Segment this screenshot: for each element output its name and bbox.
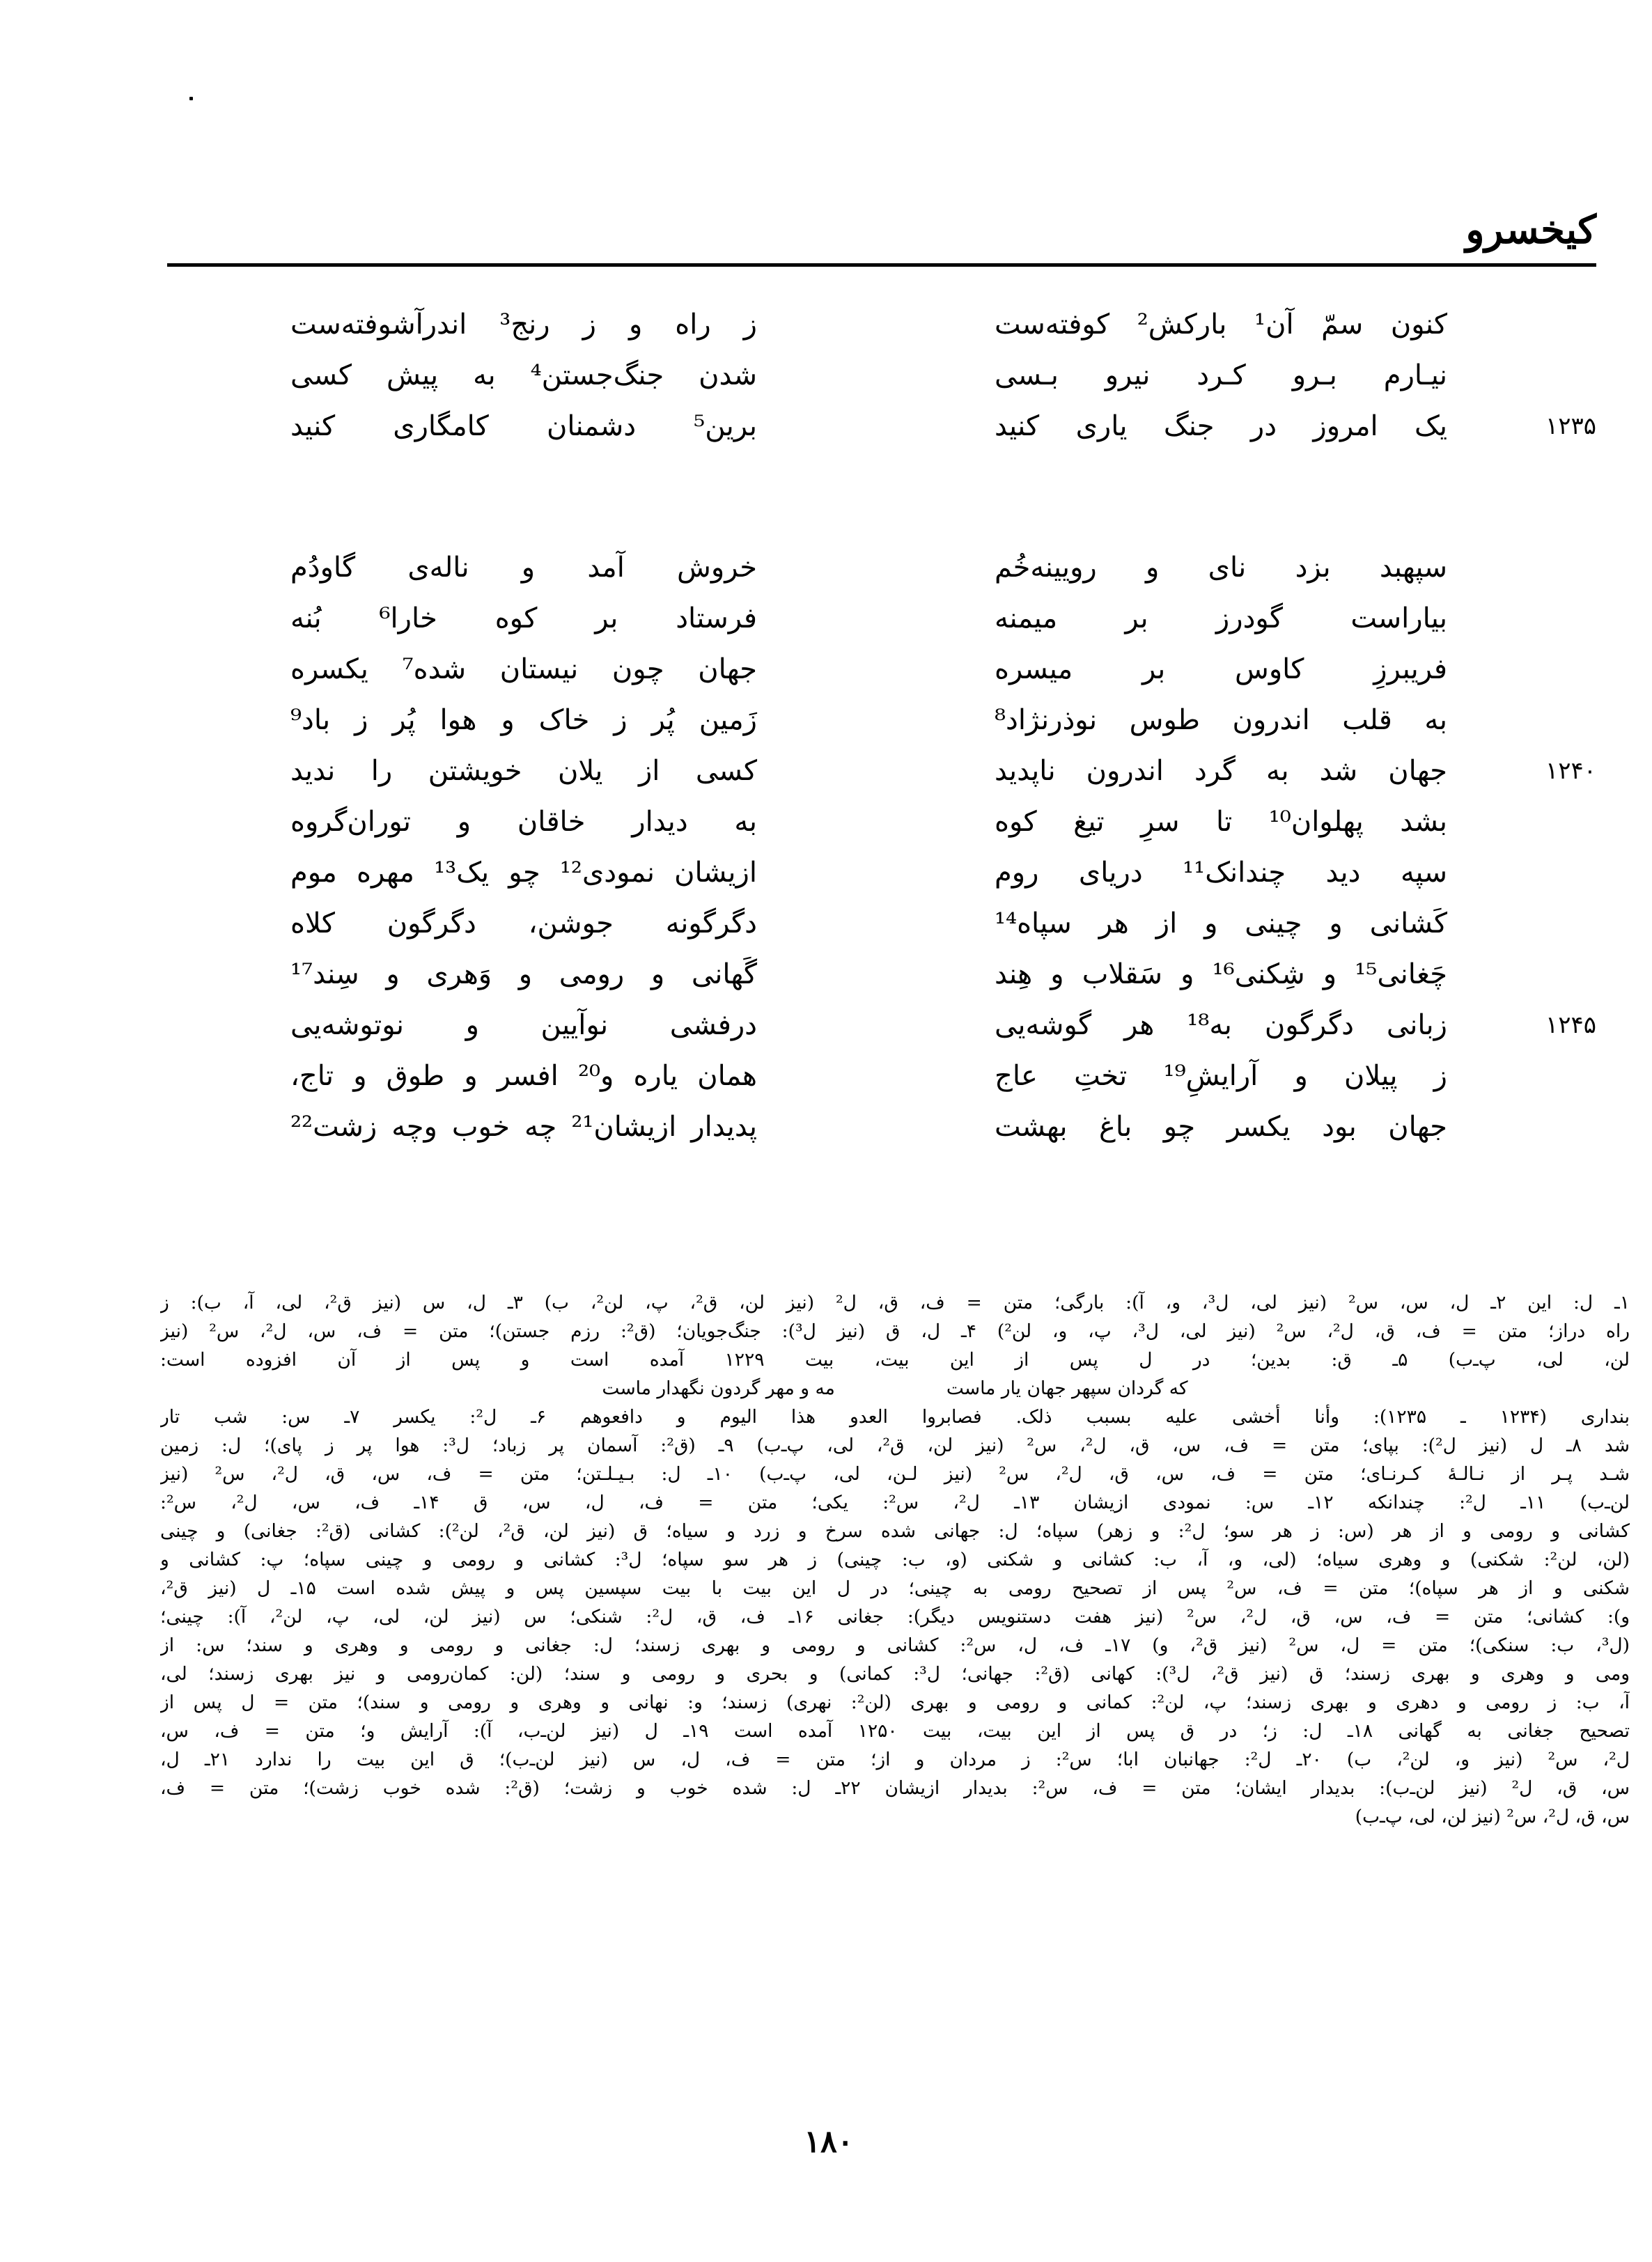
footnote-line: (لن، لن²: شکنی) و وهری سیاه؛ (لی، و، آ، ب: کشانی و شکنی (و، ب: چینی) ز هر سو سپاه؛ ل³: کشانی و رومی و چینی سپاه؛ پ: کشانی و	[160, 1549, 1630, 1570]
first-hemistich: بیاراست گودرز بر میمنه	[995, 602, 1447, 634]
first-hemistich: کَشانی و چینی و از هر سپاه¹⁴	[995, 907, 1447, 939]
footnote-line: لن، لی، پ‌ـ‌ب) ۵ـ ق: بدین؛ در ل پس از این بیت، بیت ۱۲۲۹ آمده است و پس از آن افزوده است:	[160, 1349, 1630, 1371]
first-hemistich: چَغانی¹⁵ و شِکنی¹⁶ و سَقلاب و هِند	[995, 958, 1447, 990]
footnote-line: لن‌ـ‌ب) ۱۱ـ ل²: چندانکه ۱۲ـ س: نمودی ازیشان ۱۳ـ ل²، س²: یکی؛ متن = ف، ل، س، ق ۱۴ـ ف، س، ل²، س²:	[160, 1492, 1630, 1513]
footnote-line: س، ق، ل² (نیز لن‌ـ‌ب): بدیدار ایشان؛ متن = ف، س²: بدیدار ازیشان ۲۲ـ ل: شده خوب و زشت؛ (ق²: شده خوب زشت)؛ متن = ف،	[160, 1777, 1630, 1799]
page-number: ۱۸۰	[804, 2124, 854, 2160]
second-hemistich: ز راه و ز رنج³ اندرآشوفته‌ست	[290, 309, 757, 341]
first-hemistich: سپه دید چندانک¹¹ دریای روم	[995, 857, 1447, 889]
verse-couplet	[167, 1051, 1596, 1102]
verse-couplet	[167, 695, 1596, 746]
second-hemistich: دگرگونه جوشن، دگرگون کلاه	[290, 907, 757, 939]
first-hemistich: فریبرزِ کاوس بر میسره	[995, 653, 1447, 685]
first-hemistich: سپهبد بزد نای و رویینه‌خُم	[995, 552, 1447, 584]
footnote-line: شکنی و از هر سپاه)؛ متن = ف، س² پس از تصحیح رومی به چینی؛ در ل این بیت با بیت سپسین پس و پیش شده است ۱۵ـ ل (نیز ق²،	[160, 1577, 1630, 1599]
footnote-line: تصحیح جغانی به گهانی ۱۸ـ ل: ز؛ در ق پس از این بیت، بیت ۱۲۵۰ آمده است ۱۹ـ ل (نیز لن‌ـ‌ب، آ): آرایش و؛ متن = ف، س،	[160, 1720, 1630, 1742]
chapter-title: کیخسرو	[1465, 207, 1596, 253]
first-hemistich: جهان شد به گرد اندرون ناپدید	[995, 755, 1447, 787]
first-hemistich: نیـارم بـرو کـرد نیرو بـسی	[995, 359, 1447, 391]
footnote-line: س، ق، ل²، س² (نیز لن، لی، پ‌ـ‌ب)	[1355, 1806, 1630, 1827]
footnote-apparatus	[160, 1288, 1630, 1831]
footnote-line: (ل³، ب: سنکی)؛ متن = ل، س² (نیز ق²، و) ۱۷ـ ف، ل، س²: کشانی و رومی و بهری زسند؛ ل: جغانی و رومی و وهری و سند؛ س: از	[160, 1635, 1630, 1656]
running-header	[167, 202, 1596, 265]
first-hemistich: به قلب اندرون طوس نوذرنژاد⁸	[995, 704, 1447, 736]
verse-couplet	[167, 797, 1596, 848]
second-hemistich: فرستاد بر کوه خارا⁶ بُنه	[290, 602, 757, 634]
scan-speck	[189, 97, 193, 100]
second-hemistich: کسی از یلان خویشتن را ندید	[290, 755, 757, 787]
second-hemistich: برین⁵ دشمنان کامگاری کنید	[290, 410, 757, 442]
verse-couplet	[167, 593, 1596, 644]
verse-couplet	[167, 401, 1596, 452]
second-hemistich: زَمین پُر ز خاک و هوا پُر ز باد⁹	[290, 704, 757, 736]
second-hemistich: درفشی نوآیین و نوتوشه‌یی	[290, 1009, 757, 1041]
second-hemistich: پدیدار ازیشان²¹ چه خوب وچه زشت²²	[290, 1111, 757, 1143]
footnote-line: راه دراز؛ متن = ف، ق، ل²، س² (نیز لی، ل³، پ، و، لن²) ۴ـ ل، ق (نیز ل³): جنگ‌جویان؛ (ق²: رزم جستن)؛ متن = ف، س، ل²، س² (نیز	[160, 1320, 1630, 1342]
second-hemistich: شدن جنگ‌جستن⁴ به پیش کسی	[290, 359, 757, 391]
verse-couplet	[167, 1102, 1596, 1153]
verse-couplet	[167, 644, 1596, 695]
verse-couplet	[167, 746, 1596, 797]
inserted-second-hemistich: مه و مهر گردون نگهدار ماست	[602, 1378, 835, 1399]
footnote-line: ومی و وهری و بهری زسند؛ ق (نیز ق²، ل³): کهانی (ق²: جهانی؛ ل³: کمانی) و بحری و رومی و سند؛ (لن: کمان‌رومی و نیز بهری زسند؛ لی،	[160, 1663, 1630, 1685]
footnote-line: شـد پـر از نـالـهٔ کـرنـای؛ متن = ف، س، ق، ل²، س² (نیز لـن، لی، پ‌ـ‌ب) ۱۰ـ ل: بـیـلـتن؛ متن = ف، س، ق، ل²، س² (نیز	[160, 1463, 1630, 1485]
footnote-line: و): کشانی؛ متن = ف، س، ق، ل²، س² (نیز هفت دستنویس دیگر): جغانی ۱۶ـ ف، ق، ل²: شنکی؛ س (نیز لن، لی، پ، لن²، آ): چینی؛	[160, 1606, 1630, 1628]
first-hemistich: زبانی دگرگون به¹⁸ هر گوشه‌یی	[995, 1009, 1447, 1041]
verse-number: ۱۲۳۵	[1545, 412, 1596, 440]
footnote-line: آ، ب: ز رومی و دهری و بهری زسند؛ پ، لن²: کمانی و رومی و بهری (لن²: نهری) زسند؛ و: نهانی و وهری و رومی و سند)؛ متن = ل پس از	[160, 1692, 1630, 1713]
first-hemistich: جهان بود یکسر چو باغ بهشت	[995, 1111, 1447, 1143]
verse-block	[167, 299, 1596, 1153]
first-hemistich: بشد پهلوان¹⁰ تا سرِ تیغ کوه	[995, 806, 1448, 838]
verse-number: ۱۲۴۰	[1545, 757, 1596, 785]
second-hemistich: ازیشان نمودی¹² چو یک¹³ مهره موم	[290, 857, 757, 889]
second-hemistich: گَهانی و رومی و وَهری و سِند¹⁷	[290, 958, 757, 990]
verse-couplet	[167, 848, 1596, 898]
footnote-line: ل²، س² (نیز و، لن²، ب) ۲۰ـ ل²: جهانبان ابا؛ س²: ز مردان و از؛ متن = ف، ل، س (نیز لن‌ـ‌ب)؛ ق این بیت را ندارد ۲۱ـ ل،	[160, 1749, 1630, 1770]
verse-couplet	[167, 299, 1596, 350]
header-rule	[167, 263, 1596, 267]
second-hemistich: به دیدار خاقان و توران‌گروه	[290, 806, 757, 838]
inserted-couplet	[160, 1374, 1630, 1403]
first-hemistich: کنون سمّ آن¹ بارکش² کوفته‌ست	[995, 309, 1447, 341]
verse-couplet	[167, 1000, 1596, 1051]
second-hemistich: خروش آمد و ناله‌ی گاودُم	[290, 552, 757, 584]
first-hemistich: یک امروز در جنگ یاری کنید	[995, 410, 1447, 442]
verse-couplet	[167, 543, 1596, 593]
second-hemistich: همان یاره و²⁰ افسر و طوق و تاج،	[290, 1060, 757, 1092]
verse-couplet	[167, 898, 1596, 949]
second-hemistich: جهان چون نیستان شده⁷ یکسره	[290, 653, 758, 685]
section-gap	[167, 452, 1596, 543]
footnote-line: بنداری (۱۲۳۴ ـ ۱۲۳۵): وأنا أخشى علیه بسبب ذلک. فصابروا العدو هذا الیوم و دافعوهم ۶ـ ل²: یکسر ۷ـ س: شب تار	[160, 1406, 1630, 1428]
verse-couplet	[167, 949, 1596, 1000]
footnote-line: کشانی و رومی و از هر (س: ز هر سو؛ ل²: و زهر) سپاه؛ ل: جهانی شده سرخ و زرد و سیاه؛ ق (نیز لن، ق²، لن²): کشانی (ق²: جغانی) و چینی	[160, 1520, 1630, 1542]
verse-number: ۱۲۴۵	[1545, 1011, 1596, 1039]
footnote-line: شد ۸ـ ل (نیز ل²): بپای؛ متن = ف، س، ق، ل²، س² (نیز لن، ق²، لی، پ‌ـ‌ب) ۹ـ (ق²: آسمان پر زباد؛ ل³: هوا پر ز پای)؛ ل: زمین	[160, 1435, 1630, 1456]
first-hemistich: ز پیلان و آرایشِ¹⁹ تختِ عاج	[995, 1060, 1447, 1092]
inserted-first-hemistich: که گردان سپهر جهان یار ماست	[946, 1378, 1188, 1399]
verse-couplet	[167, 350, 1596, 401]
footnote-line: ۱ـ ل: این ۲ـ ل، س، س² (نیز لی، ل³، و، آ): بارگی؛ متن = ف، ق، ل² (نیز لن، ق²، پ، لن²، ب) ۳ـ ل، س (نیز ق²، لی، آ، ب): ز	[160, 1292, 1630, 1313]
